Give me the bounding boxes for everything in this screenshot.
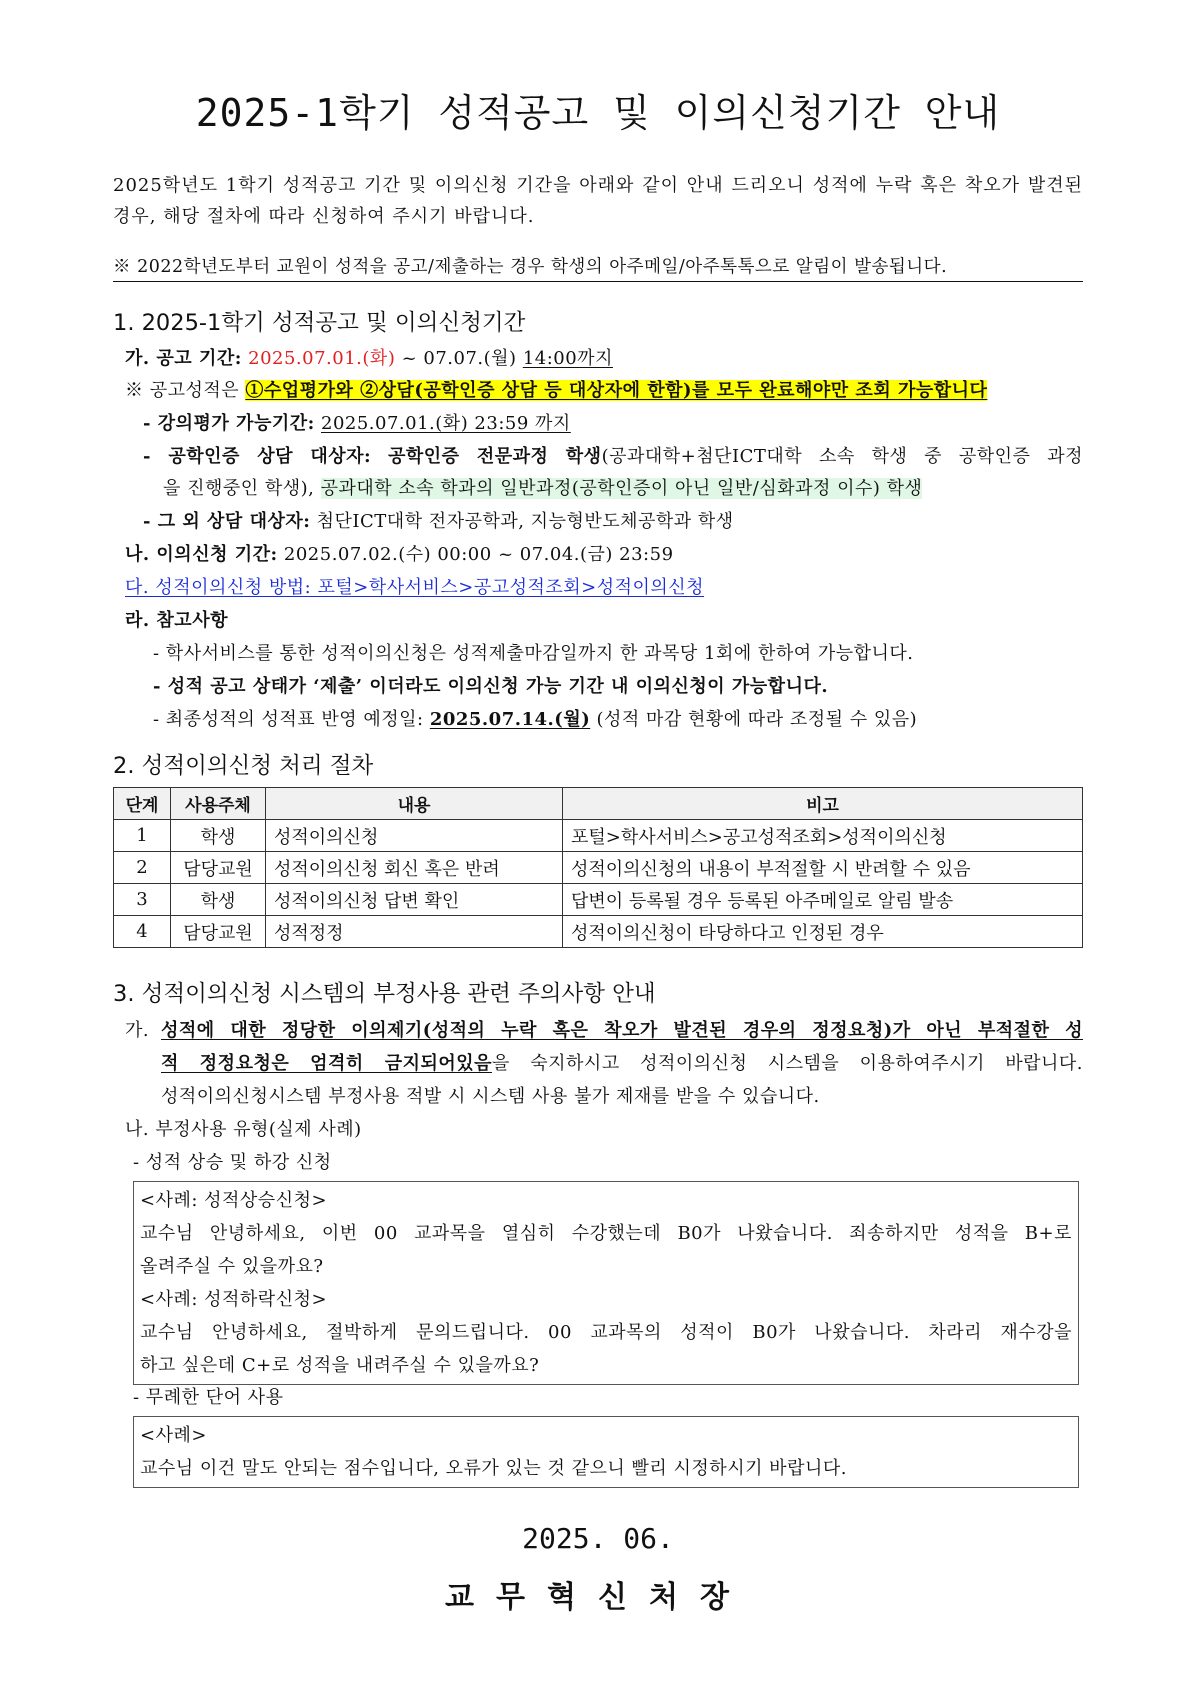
issuer-signature: 교무혁신처장 <box>445 1580 751 1615</box>
table-row: 3 학생 성적이의신청 답변 확인 답변이 등록될 경우 등록된 아주메일로 알림 발송 <box>114 884 1083 916</box>
reference-item-1: - 학사서비스를 통한 성적이의신청은 성적제출마감일까지 한 과목당 1회에 한하여 가능합니다. <box>153 643 914 664</box>
misuse-warning-line-2: 적 정정요청은 엄격히 금지되어있음을 숙지하시고 성적이의신청 시스템을 이용하여주시기 바랍니다. <box>161 1053 1083 1074</box>
table-row: 2 담당교원 성적이의신청 회신 혹은 반려 성적이의신청의 내용이 부적절할 시 반려할 수 있음 <box>114 852 1083 884</box>
notice-line: ※ 2022학년도부터 교원이 성적을 공고/제출하는 경우 학생의 아주메일/아주톡톡으로 알림이 발송됩니다. <box>113 253 1083 282</box>
example-box-2 <box>133 1416 1079 1488</box>
col-step: 단계 <box>114 788 171 820</box>
grade-view-notice: ※ 공고성적은 ①수업평가와 ②상담(공학인증 상담 등 대상자에 한함)를 모두 완료해야만 조회 가능합니다 <box>125 380 988 401</box>
reference-item-3: - 최종성적의 성적표 반영 예정일: 2025.07.14.(월) (성적 마감 현황에 따라 조정될 수 있음) <box>153 709 918 730</box>
example-box-1 <box>133 1181 1079 1385</box>
misuse-warning-line-3: 성적이의신청시스템 부정사용 적발 시 시스템 사용 불가 제재를 받을 수 있습니다. <box>161 1086 820 1107</box>
example-line: <사례: 성적하락신청> <box>140 1289 328 1310</box>
misuse-item-ga-prefix: 가. <box>125 1020 150 1041</box>
example-line: 교수님 안녕하세요, 이번 00 교과목을 열심히 수강했는데 B0가 나왔습니다. 죄송하지만 성적을 B+로 <box>140 1223 1072 1244</box>
col-content: 내용 <box>266 788 563 820</box>
example-line: <사례> <box>140 1425 207 1446</box>
announce-period: 가. 공고 기간: 2025.07.01.(화) ~ 07.07.(월) 14:00까지 <box>125 348 613 369</box>
page-title: 2025-1학기 성적공고 및 이의신청기간 안내 <box>195 91 1001 135</box>
reference-item-2: - 성적 공고 상태가 ‘제출’ 이더라도 이의신청 가능 기간 내 이의신청이 가능합니다. <box>153 676 829 697</box>
eng-consult-target: - 공학인증 상담 대상자: 공학인증 전문과정 학생(공과대학+첨단ICT대학 소속 학생 중 공학인증 과정 <box>143 446 1083 467</box>
misuse-type-2: - 무례한 단어 사용 <box>133 1387 284 1408</box>
table-header-row <box>114 788 1083 820</box>
example-line: 올려주실 수 있을까요? <box>140 1256 324 1277</box>
example-line: 교수님 이건 말도 안되는 점수입니다, 오류가 있는 것 같으니 빨리 시정하시기 바랍니다. <box>140 1458 847 1479</box>
example-line: <사례: 성적상승신청> <box>140 1190 328 1211</box>
reference-label: 라. 참고사항 <box>125 610 228 631</box>
example-line: 하고 싶은데 C+로 성적을 내려주실 수 있을까요? <box>140 1355 540 1376</box>
section-1-heading: 1. 2025-1학기 성적공고 및 이의신청기간 <box>113 310 526 336</box>
col-remark: 비고 <box>563 788 1083 820</box>
appeal-method-link[interactable]: 다. 성적이의신청 방법: 포털>학사서비스>공고성적조회>성적이의신청 <box>125 577 705 598</box>
eval-period: - 강의평가 가능기간: 2025.07.01.(화) 23:59 까지 <box>143 413 571 434</box>
table-row: 1 학생 성적이의신청 포털>학사서비스>공고성적조회>성적이의신청 <box>114 820 1083 852</box>
misuse-warning-line-1: 성적에 대한 정당한 이의제기(성적의 누락 혹은 착오가 발견된 경우의 정정요청)가 아닌 부적절한 성 <box>161 1020 1083 1041</box>
section-2-heading: 2. 성적이의신청 처리 절차 <box>113 753 374 779</box>
section-3-heading: 3. 성적이의신청 시스템의 부정사용 관련 주의사항 안내 <box>113 981 656 1007</box>
document-date: 2025. 06. <box>522 1522 674 1555</box>
misuse-types-label: 나. 부정사용 유형(실제 사례) <box>125 1119 362 1140</box>
eng-consult-target-cont: 을 진행중인 학생), 공과대학 소속 학과의 일반과정(공학인증이 아닌 일반/심화과정 이수) 학생 <box>163 478 923 499</box>
other-consult-target: - 그 외 상담 대상자: 첨단ICT대학 전자공학과, 지능형반도체공학과 학생 <box>143 511 734 532</box>
example-line: 교수님 안녕하세요, 절박하게 문의드립니다. 00 교과목의 성적이 B0가 나왔습니다. 차라리 재수강을 <box>140 1322 1072 1343</box>
misuse-type-1: - 성적 상승 및 하강 신청 <box>133 1152 332 1173</box>
intro-paragraph: 2025학년도 1학기 성적공고 기간 및 이의신청 기간을 아래와 같이 안내 드리오니 성적에 누락 혹은 착오가 발견된 경우, 해당 절차에 따라 신청하여 주시기 바랍니다. <box>113 175 1083 227</box>
col-actor: 사용주체 <box>171 788 266 820</box>
procedure-table <box>113 787 1083 948</box>
table-row: 4 담당교원 성적정정 성적이의신청이 타당하다고 인정된 경우 <box>114 916 1083 948</box>
appeal-period: 나. 이의신청 기간: 2025.07.02.(수) 00:00 ~ 07.04.(금) 23:59 <box>125 544 674 565</box>
